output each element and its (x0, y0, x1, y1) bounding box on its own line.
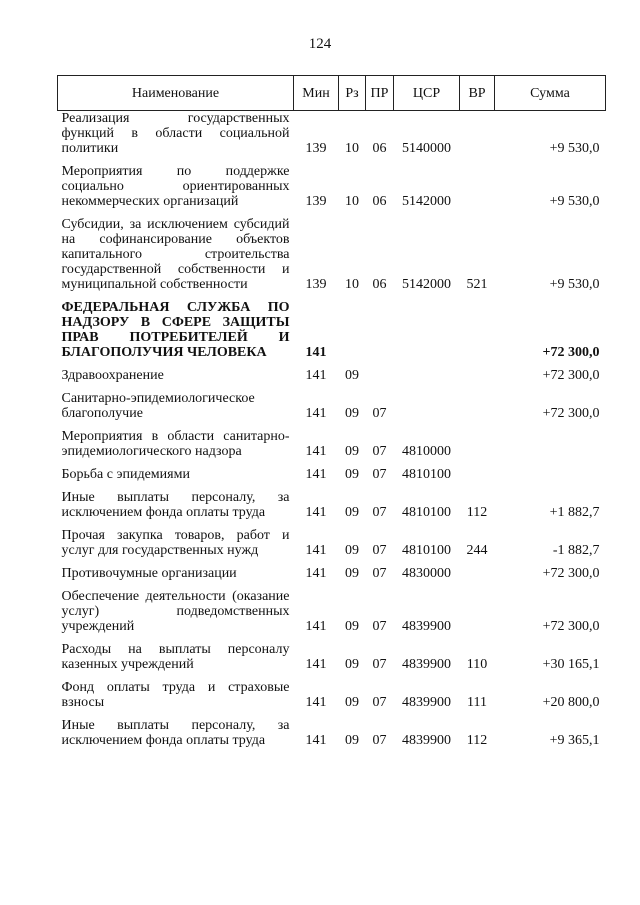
cell-rz: 09 (345, 733, 359, 748)
cell-sum: +9 530,0 (549, 277, 600, 292)
cell-min: 141 (305, 695, 327, 710)
cell-rz: 09 (345, 467, 359, 482)
cell-name: Фонд оплаты труда и страховые взносы (61, 680, 290, 710)
cell-min: 141 (305, 657, 327, 672)
cell-csr: 4839900 (402, 657, 451, 672)
cell-csr (394, 297, 460, 365)
page-number: 124 (308, 36, 332, 52)
cell-name: Субсидии, за исключением субсидий на софинансирование объектов капитального строительства государственной собственности и муниципальной собственности (61, 217, 290, 292)
cell-csr: 5140000 (402, 141, 451, 156)
table-row (58, 214, 606, 297)
cell-rz: 10 (345, 141, 359, 156)
cell-sum: +1 882,7 (549, 505, 600, 520)
cell-csr: 4810100 (402, 467, 451, 482)
cell-csr (394, 365, 460, 388)
table-row (58, 365, 606, 388)
cell-pr: 07 (372, 467, 387, 482)
cell-name: Противочумные организации (61, 566, 237, 581)
cell-min: 141 (305, 566, 327, 581)
cell-pr (366, 297, 394, 365)
cell-min: 139 (305, 194, 327, 209)
cell-name: Реализация государственных функций в области социальной политики (61, 111, 290, 156)
table-row (58, 426, 606, 464)
table-header-row (58, 76, 606, 111)
cell-csr: 4839900 (402, 695, 451, 710)
cell-pr: 07 (372, 695, 387, 710)
cell-rz: 09 (345, 368, 359, 383)
cell-sum: +9 530,0 (549, 141, 600, 156)
table-row (58, 677, 606, 715)
cell-rz: 09 (345, 406, 359, 421)
cell-pr: 06 (372, 277, 387, 292)
cell-pr: 07 (372, 444, 387, 459)
cell-vr: 112 (466, 505, 488, 520)
cell-pr: 07 (372, 566, 387, 581)
cell-pr: 07 (372, 543, 387, 558)
cell-rz: 09 (345, 695, 359, 710)
table-row (58, 639, 606, 677)
table-row (58, 487, 606, 525)
cell-sum (495, 464, 606, 487)
cell-min: 141 (305, 444, 327, 459)
cell-csr: 4839900 (402, 619, 451, 634)
cell-rz: 09 (345, 657, 359, 672)
cell-vr (460, 111, 495, 162)
header-sum: Сумма (495, 76, 606, 111)
cell-rz: 10 (345, 277, 359, 292)
cell-pr: 07 (372, 619, 387, 634)
cell-sum: -1 882,7 (552, 543, 600, 558)
cell-name: Обеспечение деятельности (оказание услуг) подведомственных учреждений (61, 589, 290, 634)
cell-name: Мероприятия в области санитарно-эпидемиологического надзора (61, 429, 290, 459)
cell-csr: 4810100 (402, 543, 451, 558)
cell-rz: 09 (345, 543, 359, 558)
cell-sum: +30 165,1 (542, 657, 600, 672)
cell-name: Прочая закупка товаров, работ и услуг для государственных нужд (61, 528, 290, 558)
cell-min: 141 (305, 368, 327, 383)
cell-vr (460, 161, 495, 214)
cell-csr: 5142000 (402, 277, 451, 292)
cell-vr: 112 (466, 733, 488, 748)
table-row (58, 297, 606, 365)
cell-csr (394, 388, 460, 426)
table-row (58, 388, 606, 426)
cell-sum: +72 300,0 (542, 345, 600, 360)
cell-min: 139 (305, 277, 327, 292)
cell-sum: +72 300,0 (542, 619, 600, 634)
cell-vr (460, 563, 495, 586)
cell-min: 139 (305, 141, 327, 156)
cell-vr (460, 297, 495, 365)
cell-pr: 07 (372, 505, 387, 520)
cell-min: 141 (305, 505, 327, 520)
cell-csr: 4810000 (402, 444, 451, 459)
cell-sum: +72 300,0 (542, 566, 600, 581)
cell-pr: 07 (372, 733, 387, 748)
cell-min: 141 (305, 345, 327, 360)
cell-pr: 06 (372, 194, 387, 209)
cell-sum: +9 365,1 (549, 733, 600, 748)
table-row (58, 111, 606, 162)
cell-rz: 09 (345, 505, 359, 520)
cell-vr (460, 586, 495, 639)
header-vr: ВР (460, 76, 495, 111)
cell-min: 141 (305, 467, 327, 482)
cell-name: Борьба с эпидемиями (61, 467, 190, 482)
cell-sum: +9 530,0 (549, 194, 600, 209)
cell-min: 141 (305, 406, 327, 421)
table-row (58, 161, 606, 214)
cell-name: Расходы на выплаты персоналу казенных учреждений (61, 642, 290, 672)
cell-rz (339, 297, 366, 365)
cell-sum (495, 426, 606, 464)
cell-rz: 09 (345, 619, 359, 634)
cell-sum: +72 300,0 (542, 368, 600, 383)
table-row (58, 464, 606, 487)
cell-vr (460, 388, 495, 426)
budget-table (57, 75, 606, 753)
cell-vr: 111 (467, 695, 487, 710)
cell-sum: +72 300,0 (542, 406, 600, 421)
header-pr: ПР (366, 76, 394, 111)
cell-pr: 07 (372, 657, 387, 672)
cell-pr: 07 (372, 406, 387, 421)
cell-csr: 4830000 (402, 566, 451, 581)
cell-csr: 4839900 (402, 733, 451, 748)
cell-vr (460, 464, 495, 487)
header-min: Мин (294, 76, 339, 111)
header-rz: Рз (339, 76, 366, 111)
table-row (58, 563, 606, 586)
cell-pr (366, 365, 394, 388)
header-csr: ЦСР (394, 76, 460, 111)
table-row (58, 525, 606, 563)
cell-name: Иные выплаты персоналу, за исключением фонда оплаты труда (61, 490, 290, 520)
cell-vr (460, 426, 495, 464)
cell-rz: 09 (345, 444, 359, 459)
cell-vr: 521 (466, 277, 488, 292)
cell-name: Санитарно-эпидемиологическое благополучие (61, 391, 255, 421)
cell-vr: 244 (466, 543, 488, 558)
cell-csr: 5142000 (402, 194, 451, 209)
table-row (58, 586, 606, 639)
cell-name: Здравоохранение (61, 368, 164, 383)
cell-rz: 10 (345, 194, 359, 209)
cell-pr: 06 (372, 141, 387, 156)
cell-csr: 4810100 (402, 505, 451, 520)
cell-min: 141 (305, 543, 327, 558)
header-name: Наименование (58, 76, 294, 111)
cell-rz: 09 (345, 566, 359, 581)
cell-name: Мероприятия по поддержке социально ориентированных некоммерческих организаций (61, 164, 290, 209)
cell-vr (460, 365, 495, 388)
cell-name: Иные выплаты персоналу, за исключением фонда оплаты труда (61, 718, 290, 748)
table-body (58, 111, 606, 754)
cell-min: 141 (305, 733, 327, 748)
cell-sum: +20 800,0 (542, 695, 600, 710)
cell-name: ФЕДЕРАЛЬНАЯ СЛУЖБА ПО НАДЗОРУ В СФЕРЕ ЗАЩИТЫ ПРАВ ПОТРЕБИТЕЛЕЙ И БЛАГОПОЛУЧИЯ ЧЕЛОВЕКА (61, 300, 290, 360)
cell-vr: 110 (466, 657, 488, 672)
cell-min: 141 (305, 619, 327, 634)
table-row (58, 715, 606, 753)
